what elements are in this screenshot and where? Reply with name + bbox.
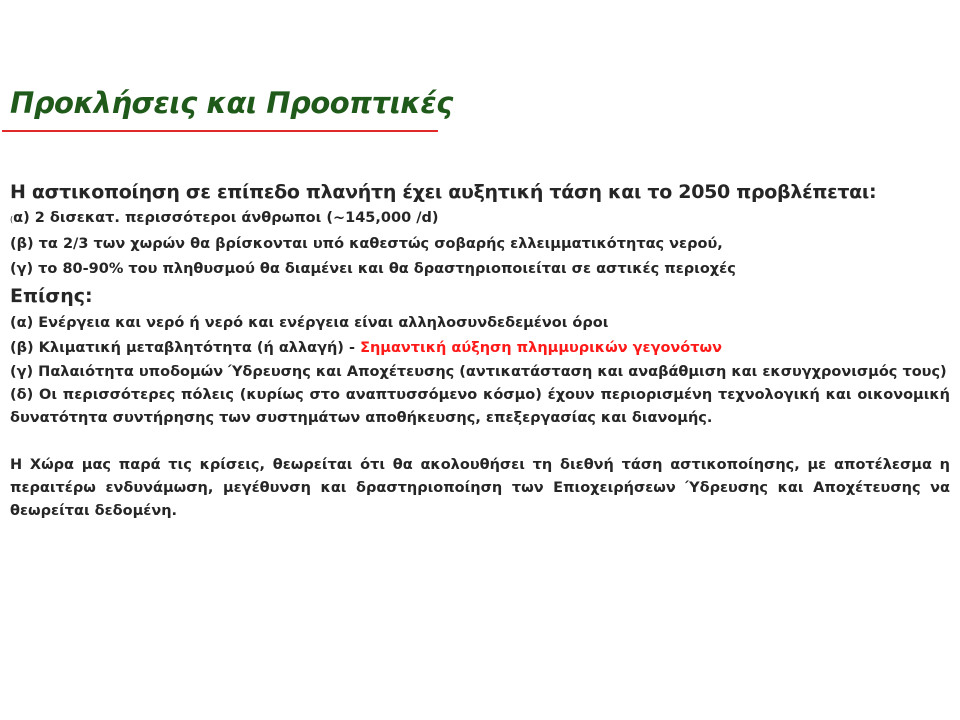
also-item-c: (γ) Παλαιότητα υποδομών Ύδρευσης και Αποχέτευσης (αντικατάσταση και αναβάθμιση και εκσυγχρονισμός τους) (10, 364, 947, 380)
also-item-a: (α) Ενέργεια και νερό ή νερό και ενέργεια είναι αλληλοσυνδεδεμένοι όροι (10, 315, 609, 331)
lead-statement: Η αστικοποίηση σε επίπεδο πλανήτη έχει αυξητική τάση και το 2050 προβλέπεται: (10, 181, 877, 203)
lead-item-a-prefix: ( (10, 215, 14, 224)
slide-body (10, 178, 950, 523)
lead-item-b: (β) τα 2/3 των χωρών θα βρίσκονται υπό καθεστώς σοβαρής ελλειμματικότητας νερού, (10, 236, 723, 252)
lead-item-a (10, 206, 950, 232)
closing-paragraph: Η Χώρα μας παρά τις κρίσεις, θεωρείται ότι θα ακολουθήσει τη διεθνή τάση αστικοποίησης, με αποτέλεσμα η περαιτέρω ενδυνάμωση, μεγέθυνση και δραστηριοποίηση των Επιοχειρήσεων Ύδρευσης και Αποχέτευσης να θεωρείται δεδομένη. (10, 457, 950, 519)
lead-item-c: (γ) το 80-90% του πληθυσμού θα διαμένει και θα δραστηριοποιείται σε αστικές περιοχές (10, 261, 736, 277)
also-item-b-text: (β) Κλιματική μεταβλητότητα (ή αλλαγή) - (10, 340, 361, 356)
slide-title: Προκλήσεις και Προοπτικές (10, 86, 453, 120)
also-item-d: (δ) Οι περισσότερες πόλεις (κυρίως στο αναπτυσσόμενο κόσμο) έχουν περιορισμένη τεχνολογική και οικονομική δυνατότητα συντήρησης των συστημάτων αποθήκευσης, επεξεργασίας και διανομής. (10, 387, 950, 426)
title-underline (2, 130, 438, 132)
also-item-b (10, 336, 950, 361)
lead-item-a-text: α) 2 δισεκατ. περισσότεροι άνθρωποι (~145,000 /d) (13, 210, 439, 226)
also-item-b-highlight: Σημαντική αύξηση πλημμυρικών γεγονότων (360, 340, 722, 356)
also-heading: Επίσης: (10, 285, 93, 307)
paragraph-gap (10, 430, 950, 454)
